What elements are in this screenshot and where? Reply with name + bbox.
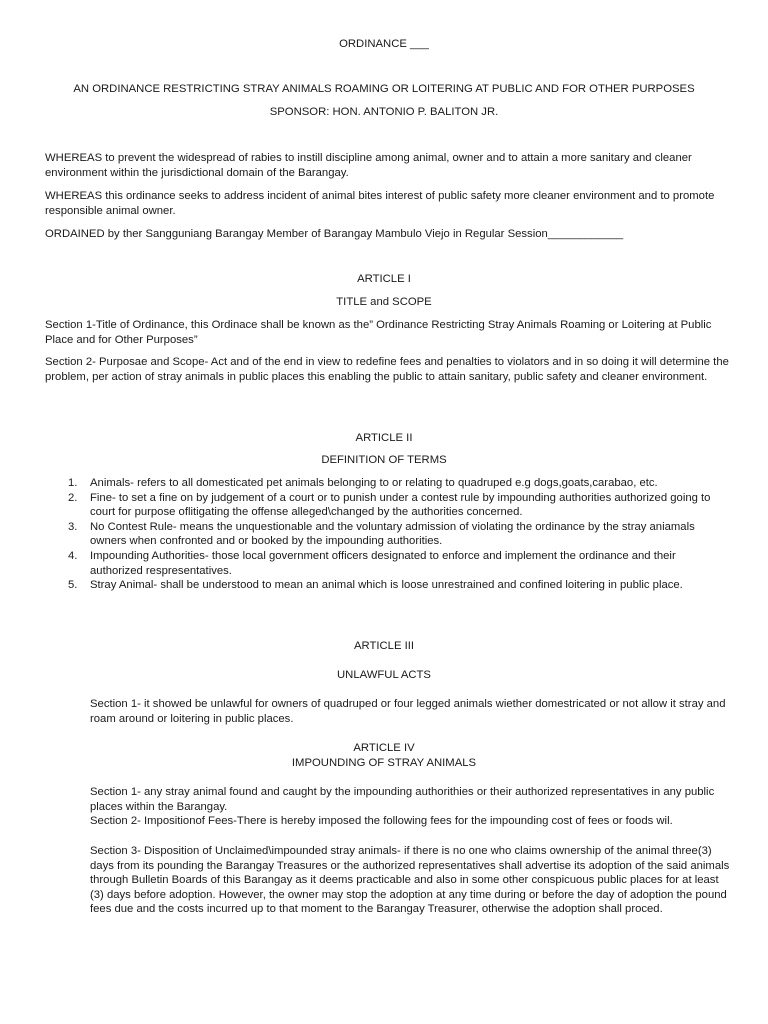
definition-number: 3. (68, 520, 78, 533)
article-4-section-2: Section 2- Impositionof Fees-There is hereby imposed the following fees for the impounding cost of fees or foods wil. (90, 815, 673, 827)
definition-text: Impounding Authorities- those local government officers designated to enforce and implement the ordinance and their authorized respresentatives. (90, 549, 676, 577)
definition-item (68, 491, 720, 520)
definition-text: No Contest Rule- means the unquestionable and the voluntary admission of violating the ordinance by the stray aniamals owners when confronted and or booked by the impounding authorities. (90, 520, 695, 548)
definition-list (68, 476, 720, 593)
article-1-section-2: Section 2- Purposae and Scope- Act and of the end in view to redefine fees and penalties to violators and in so doing it will determine the problem, per action of stray animals in public places this enabling the public to attain sanitary, public safety and cleaner environment. (45, 356, 729, 383)
article-3-subheading: UNLAWFUL ACTS (337, 669, 431, 681)
definition-text: Fine- to set a fine on by judgement of a court or to punish under a contest rule by impounding authorities authorized going to court for purpose oflitigating the offense alleged\changed by the authorities concerned. (90, 491, 711, 519)
article-4-heading: ARTICLE IV (353, 742, 415, 754)
article-1-subheading: TITLE and SCOPE (336, 296, 432, 308)
definition-number: 1. (68, 477, 78, 489)
definition-item (68, 476, 720, 491)
article-2-subheading: DEFINITION OF TERMS (321, 454, 447, 466)
sponsor-line: SPONSOR: HON. ANTONIO P. BALITON JR. (269, 106, 499, 118)
article-4-subheading: IMPOUNDING OF STRAY ANIMALS (291, 757, 477, 769)
article-1-heading: ARTICLE I (357, 273, 411, 285)
ordinance-title: AN ORDINANCE RESTRICTING STRAY ANIMALS ROAMING OR LOITERING AT PUBLIC AND FOR OTHER PURPOSES (73, 83, 695, 95)
article-1-section-1: Section 1-Title of Ordinance, this Ordinace shall be known as the” Ordinance Restricting Stray Animals Roaming or Loitering at Public Place and for Other Purposes” (45, 319, 712, 346)
definition-number: 4. (68, 549, 78, 562)
article-2-heading: ARTICLE II (355, 432, 413, 444)
article-3-section-1: Section 1- it showed be unlawful for owners of quadruped or four legged animals wiether domestricated or not allow it stray and roam around or loitering in public places. (90, 698, 726, 725)
article-4-section-3: Section 3- Disposition of Unclaimed\impounded stray animals- if there is no one who claims ownership of the animal three(3) days from its pounding the Barangay Treasures or the authorized representatives shall advertise its adoption of the said animals through Bulletin Boards of this Barangay as it deems practicable and also in some other conspicuous public places for at least (3) days before adoption. However, the owner may stop the adoption at any time during or before the day of adoption the pound fees due and the costs incurred up to that moment to the Barangay Treasurer, otherwise the adoption shall proced. (90, 845, 730, 916)
whereas-clause-2: WHEREAS this ordinance seeks to address incident of animal bites interest of public safety more cleaner environment and to promote responsible animal owner. (45, 190, 715, 217)
ordinance-number: ORDINANCE ___ (339, 38, 429, 50)
whereas-clause-1: WHEREAS to prevent the widespread of rabies to instill discipline among animal, owner and to attain a more sanitary and cleaner environment within the jurisdictional domain of the Barangay. (45, 152, 692, 179)
definition-text: Animals- refers to all domesticated pet animals belonging to or relating to quadruped e.g dogs,goats,carabao, etc. (90, 477, 658, 489)
definition-item (68, 549, 720, 578)
definition-text: Stray Animal- shall be understood to mean an animal which is loose unrestrained and confined loitering in public place. (90, 579, 683, 592)
definition-number: 5. (68, 579, 78, 592)
article-4-section-1: Section 1- any stray animal found and caught by the impounding authorithies or their authorized representatives in any public places within the Barangay. (90, 786, 715, 813)
definition-item (68, 578, 720, 593)
article-3-heading: ARTICLE III (353, 640, 415, 652)
definition-item (68, 520, 720, 549)
definition-number: 2. (68, 491, 78, 504)
ordained-clause: ORDAINED by ther Sangguniang Barangay Member of Barangay Mambulo Viejo in Regular Session____________ (45, 228, 624, 240)
